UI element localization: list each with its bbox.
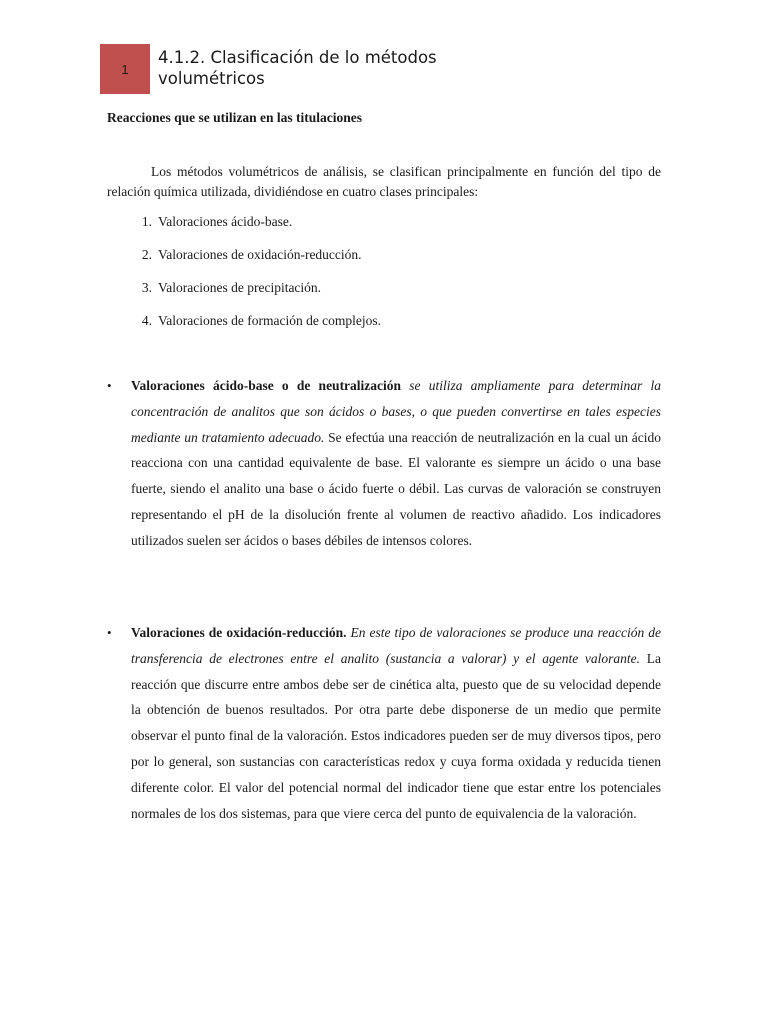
bullet-acid-base (107, 373, 661, 554)
bullet-paragraph (131, 373, 661, 554)
list-item-number: 4. (141, 313, 152, 328)
list-item-text: Valoraciones ácido-base. (158, 214, 293, 229)
intro-paragraph: Los métodos volumétricos de análisis, se clasifican principalmente en función del tipo de relación química utilizada, dividiéndose en cuatro clases principales: (107, 164, 661, 199)
bullet-redox (107, 620, 661, 826)
list-item-text: Valoraciones de formación de complejos. (158, 313, 382, 328)
list-item (107, 212, 381, 245)
bullet-marker: • (107, 625, 112, 640)
list-item-number: 2. (141, 247, 152, 262)
list-item-number: 3. (141, 280, 152, 295)
bullet-body: Se efectúa una reacción de neutralización en la cual un ácido reacciona con una cantidad equivalente de base. El valorante es siempre un ácido o una base fuerte, siendo el analito una base o ácido fuerte o débil. Las curvas de valoración se construyen representando el pH de la disolución frente al volumen de reactivo añadido. Los indicadores utilizados suelen ser ácidos o bases débiles de intensos colores. (131, 429, 662, 548)
list-item (107, 245, 381, 278)
classification-list (107, 212, 381, 344)
bullet-italic: se utiliza ampliamente para determinar la concentración de analitos que son ácidos o bases, o que pueden convertirse en tales especies mediante un tratamiento adecuado. (131, 378, 661, 445)
chapter-number: 1 (121, 61, 129, 77)
list-item-text: Valoraciones de oxidación-reducción. (158, 247, 362, 262)
bullet-lead: Valoraciones ácido-base o de neutralización (131, 378, 402, 393)
section-heading: Reacciones que se utilizan en las titulaciones (107, 110, 362, 125)
bullet-paragraph (131, 620, 661, 826)
chapter-title: 4.1.2. Clasificación de lo métodos volumétricos (158, 48, 437, 88)
bullet-italic: En este tipo de valoraciones se produce una reacción de transferencia de electrones entre el analito (sustancia a valorar) y el agente valorante. (131, 625, 661, 666)
list-item-number: 1. (141, 214, 152, 229)
bullet-body: La reacción que discurre entre ambos debe ser de cinética alta, puesto que de su velocidad depende la obtención de buenos resultados. Por otra parte debe disponerse de un medio que permite observar el punto final de la valoración. Estos indicadores pueden ser de muy diversos tipos, pero por lo general, son sustancias con características redox y cuya forma oxidada y reducida tienen diferente color. El valor del potencial normal del indicador tiene que estar entre los potenciales normales de los dos sistemas, para que viere cerca del punto de equivalencia de la valoración. (131, 650, 662, 821)
chapter-number-badge (100, 44, 150, 94)
bullet-marker: • (107, 378, 112, 393)
list-item (107, 278, 381, 311)
chapter-header (100, 44, 488, 94)
list-item (107, 311, 381, 344)
list-item-text: Valoraciones de precipitación. (158, 280, 322, 295)
bullet-lead: Valoraciones de oxidación-reducción. (131, 625, 347, 640)
